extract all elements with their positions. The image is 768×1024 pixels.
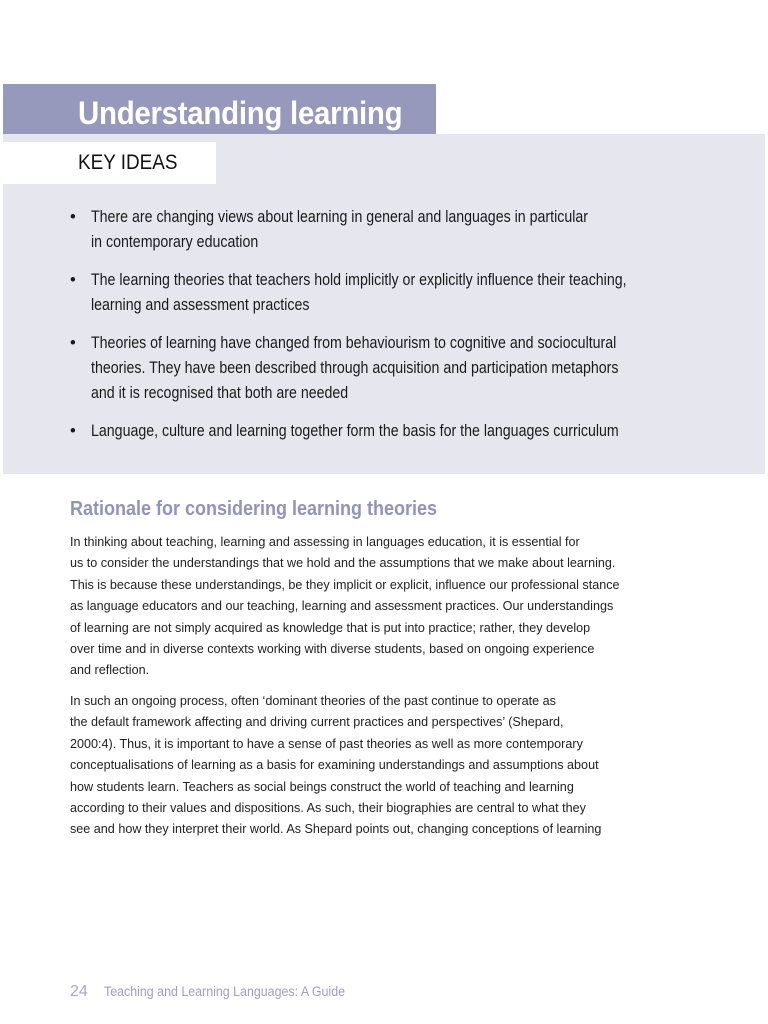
key-idea-item xyxy=(70,419,710,444)
paragraph-line: This is because these understandings, be they implicit or explicit, influence our professional stance xyxy=(70,577,620,592)
body-paragraph xyxy=(70,532,710,682)
running-title: Teaching and Learning Languages: A Guide xyxy=(104,984,346,999)
section-heading: Rationale for considering learning theories xyxy=(70,498,438,520)
paragraph-line: In thinking about teaching, learning and assessing in languages education, it is essential for xyxy=(70,535,580,549)
key-idea-line: theories. They have been described through acquisition and participation metaphors xyxy=(91,359,619,377)
key-idea-item xyxy=(70,268,710,318)
paragraph-line: conceptualisations of learning as a basis for examining understandings and assumptions about xyxy=(70,758,599,773)
key-idea-item xyxy=(70,331,710,406)
page-footer xyxy=(70,983,366,1001)
paragraph-line: the default framework affecting and driving current practices and perspectives’ (Shepard, xyxy=(70,715,564,730)
key-idea-item xyxy=(70,205,710,255)
key-idea-line: There are changing views about learning in general and languages in particular xyxy=(91,208,588,226)
key-idea-line: and it is recognised that both are needed xyxy=(91,384,349,402)
paragraph-line: and reflection. xyxy=(70,663,150,678)
bullet-icon: • xyxy=(70,208,76,226)
bullet-icon: • xyxy=(70,334,76,352)
key-ideas-list xyxy=(70,205,710,457)
paragraph-line: In such an ongoing process, often ‘dominant theories of the past continue to operate as xyxy=(70,694,556,708)
key-idea-line: Theories of learning have changed from behaviourism to cognitive and sociocultural xyxy=(91,334,617,352)
paragraph-line: 2000:4). Thus, it is important to have a sense of past theories as well as more contemporary xyxy=(70,736,583,751)
paragraph-line: how students learn. Teachers as social beings construct the world of teaching and learning xyxy=(70,779,574,794)
key-idea-line: learning and assessment practices xyxy=(91,296,310,314)
paragraph-line: see and how they interpret their world. As Shepard points out, changing conceptions of learning xyxy=(70,822,602,837)
paragraph-line: as language educators and our teaching, learning and assessment practices. Our understandings xyxy=(70,599,614,614)
key-idea-line: Language, culture and learning together form the basis for the languages curriculum xyxy=(91,422,619,440)
page-title: Understanding learning xyxy=(78,95,403,131)
key-idea-line: The learning theories that teachers hold implicitly or explicitly influence their teaching, xyxy=(91,271,627,289)
paragraph-line: of learning are not simply acquired as knowledge that is put into practice; rather, they develop xyxy=(70,620,591,635)
paragraph-line: us to consider the understandings that we hold and the assumptions that we make about learning. xyxy=(70,556,616,571)
paragraph-line: over time and in diverse contexts working with diverse students, based on ongoing experience xyxy=(70,642,595,657)
key-idea-line: in contemporary education xyxy=(91,233,259,251)
page-number: 24 xyxy=(70,983,88,1000)
paragraph-line: according to their values and dispositions. As such, their biographies are central to what they xyxy=(70,801,586,816)
bullet-icon: • xyxy=(70,271,76,289)
key-ideas-label: KEY IDEAS xyxy=(78,151,178,174)
bullet-icon: • xyxy=(70,422,76,440)
body-paragraph xyxy=(70,691,710,841)
